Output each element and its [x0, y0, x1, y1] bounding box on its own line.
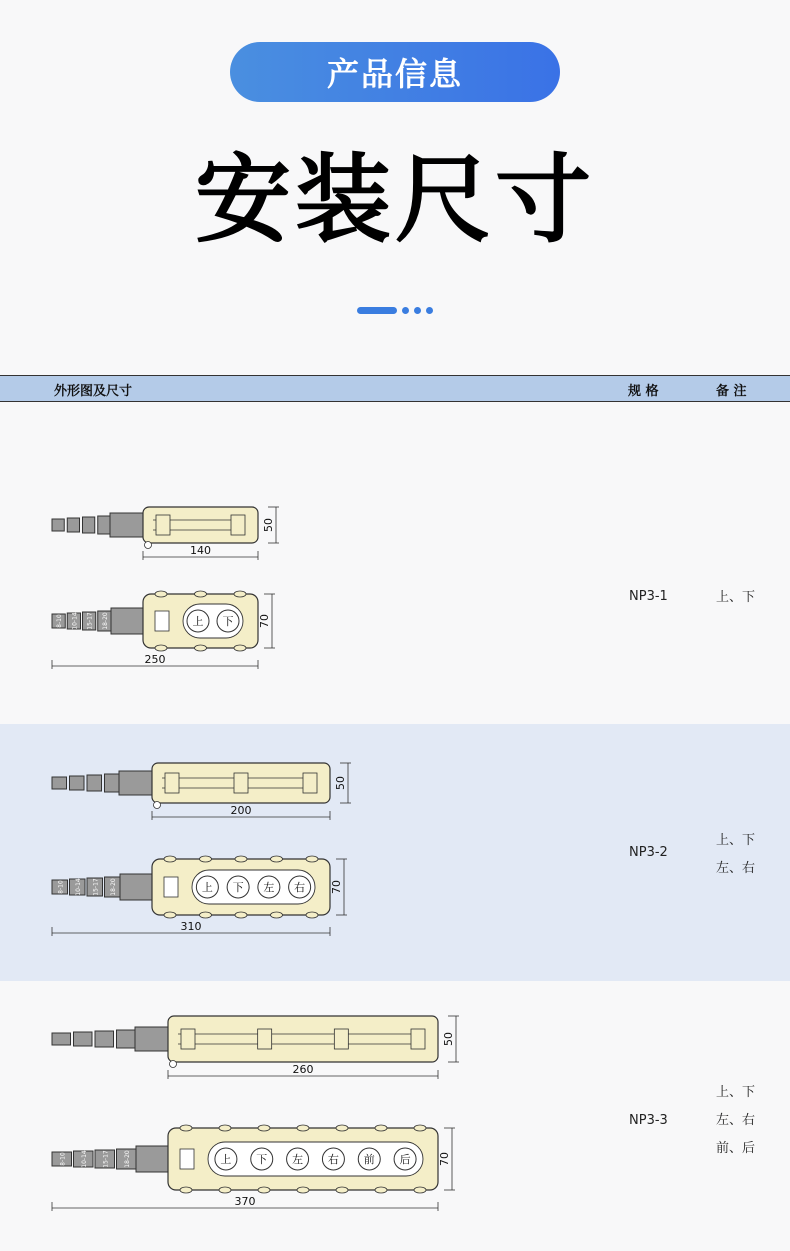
cable-sleeve [110, 513, 143, 537]
cable-sleeve [87, 775, 102, 791]
edge-bump [219, 1187, 231, 1193]
dimension-label: 70 [330, 880, 343, 894]
box-clip [303, 773, 317, 793]
edge-bump [258, 1125, 270, 1131]
cable-sleeve [119, 771, 152, 795]
dimension-label: 70 [258, 614, 271, 628]
push-button-label: 下 [256, 1153, 268, 1166]
edge-bump [180, 1125, 192, 1131]
edge-bump [219, 1125, 231, 1131]
dot-bar [357, 307, 397, 314]
col-shape: 外形图及尺寸 [54, 384, 133, 399]
table-row [0, 401, 790, 724]
dot [402, 307, 409, 314]
box-clip [234, 773, 248, 793]
edge-bump [336, 1125, 348, 1131]
edge-bump [375, 1187, 387, 1193]
cable-sleeve [52, 777, 67, 789]
edge-bump [164, 912, 176, 918]
note-text [716, 827, 755, 883]
edge-bump [200, 912, 212, 918]
edge-bump [306, 856, 318, 862]
dimension-label: 260 [292, 1063, 314, 1076]
sleeve-label: 8-10 [59, 1152, 67, 1166]
sleeve-label: 10-14 [74, 878, 82, 896]
push-button-label: 上 [201, 881, 213, 894]
edge-bump [258, 1187, 270, 1193]
cable-sleeve [135, 1027, 168, 1051]
edge-bump [234, 591, 246, 597]
diagram [0, 724, 790, 981]
edge-bump [306, 912, 318, 918]
edge-bump [234, 645, 246, 651]
sleeve-label: 15-17 [92, 878, 100, 896]
edge-bump [297, 1187, 309, 1193]
decorative-dots [357, 306, 433, 314]
box-clip [411, 1029, 425, 1049]
edge-bump [195, 591, 207, 597]
edge-bump [200, 856, 212, 862]
edge-bump [155, 645, 167, 651]
edge-bump [297, 1125, 309, 1131]
indicator-window [164, 877, 178, 897]
box-clip [334, 1029, 348, 1049]
cable-sleeve [111, 608, 143, 634]
note-text [716, 1079, 755, 1163]
box-clip [231, 515, 245, 535]
push-button-label: 下 [232, 881, 244, 894]
edge-bump [180, 1187, 192, 1193]
edge-bump [271, 856, 283, 862]
sleeve-label: 18-20 [101, 612, 109, 630]
indicator-window [155, 611, 169, 631]
pill-label: 产品信息 [326, 55, 463, 93]
dimension-label: 310 [180, 920, 202, 933]
table-row [0, 724, 790, 981]
edge-bump [155, 591, 167, 597]
hanger-ring [170, 1061, 177, 1068]
push-button-label: 右 [327, 1153, 339, 1166]
edge-bump [414, 1187, 426, 1193]
dimension-label: 50 [334, 776, 347, 790]
cable-sleeve [70, 776, 85, 790]
edge-bump [164, 856, 176, 862]
cable-sleeve [136, 1146, 168, 1172]
indicator-window [180, 1149, 194, 1169]
button-panel [208, 1142, 423, 1176]
hanger-ring [154, 802, 161, 809]
cable-sleeve [67, 518, 79, 532]
cable-sleeve [74, 1032, 93, 1046]
dimension-label: 250 [144, 653, 166, 666]
edge-bump [375, 1125, 387, 1131]
spec-label: NP3-2 [629, 845, 668, 860]
col-spec: 规 格 [628, 384, 659, 399]
dimension-label: 200 [230, 804, 252, 817]
page-title: 安装尺寸 [195, 144, 595, 256]
note-line: 左、右 [716, 1113, 756, 1128]
section-pill [230, 42, 560, 102]
hanger-ring [145, 542, 152, 549]
spec-label: NP3-1 [629, 589, 668, 604]
cable-sleeve [98, 516, 110, 534]
dimension-label: 370 [234, 1195, 256, 1208]
push-button-label: 左 [263, 881, 275, 894]
sleeve-label: 8-10 [57, 880, 65, 894]
edge-bump [195, 645, 207, 651]
note-line: 上、下 [716, 1085, 756, 1100]
dot [414, 307, 421, 314]
note-line: 上、下 [716, 833, 756, 848]
note-line: 上、下 [716, 590, 756, 605]
sleeve-label: 15-17 [86, 612, 94, 630]
cable-sleeve [52, 519, 64, 531]
box-clip [165, 773, 179, 793]
control-box-side [168, 1016, 438, 1062]
table-row [0, 981, 790, 1251]
edge-bump [414, 1125, 426, 1131]
note-line: 前、后 [716, 1141, 756, 1156]
dimension-label: 140 [190, 544, 211, 557]
cable-sleeve [105, 774, 120, 792]
sleeve-label: 10-14 [80, 1150, 88, 1168]
push-button-label: 上 [220, 1153, 232, 1166]
cable-sleeve [120, 874, 152, 900]
note-line: 左、右 [716, 861, 756, 876]
spec-label: NP3-3 [629, 1113, 668, 1128]
dot [426, 307, 433, 314]
cable-sleeve [95, 1031, 114, 1047]
push-button-label: 右 [294, 881, 306, 894]
sleeve-label: 10-14 [71, 612, 79, 630]
push-button-label: 前 [363, 1153, 375, 1166]
push-button-label: 左 [292, 1153, 304, 1166]
note-text [716, 584, 755, 612]
box-clip [181, 1029, 195, 1049]
box-clip [156, 515, 170, 535]
dimension-label: 50 [442, 1032, 455, 1046]
sleeve-label: 18-20 [109, 878, 117, 896]
edge-bump [235, 912, 247, 918]
push-button-label: 后 [399, 1153, 411, 1166]
table-header [0, 375, 790, 402]
edge-bump [235, 856, 247, 862]
sleeve-label: 15-17 [102, 1150, 110, 1168]
diagram [0, 981, 790, 1251]
box-clip [258, 1029, 272, 1049]
col-note: 备 注 [716, 384, 747, 399]
push-button-label: 上 [192, 615, 204, 628]
cable-sleeve [52, 1033, 71, 1045]
dimension-label: 50 [262, 518, 275, 532]
push-button-label: 下 [222, 615, 234, 628]
dimension-label: 70 [438, 1152, 451, 1166]
diagram [0, 401, 790, 724]
sleeve-label: 8-10 [56, 614, 64, 628]
edge-bump [336, 1187, 348, 1193]
cable-sleeve [83, 517, 95, 533]
edge-bump [271, 912, 283, 918]
cable-sleeve [117, 1030, 136, 1048]
sleeve-label: 18-20 [123, 1150, 131, 1168]
